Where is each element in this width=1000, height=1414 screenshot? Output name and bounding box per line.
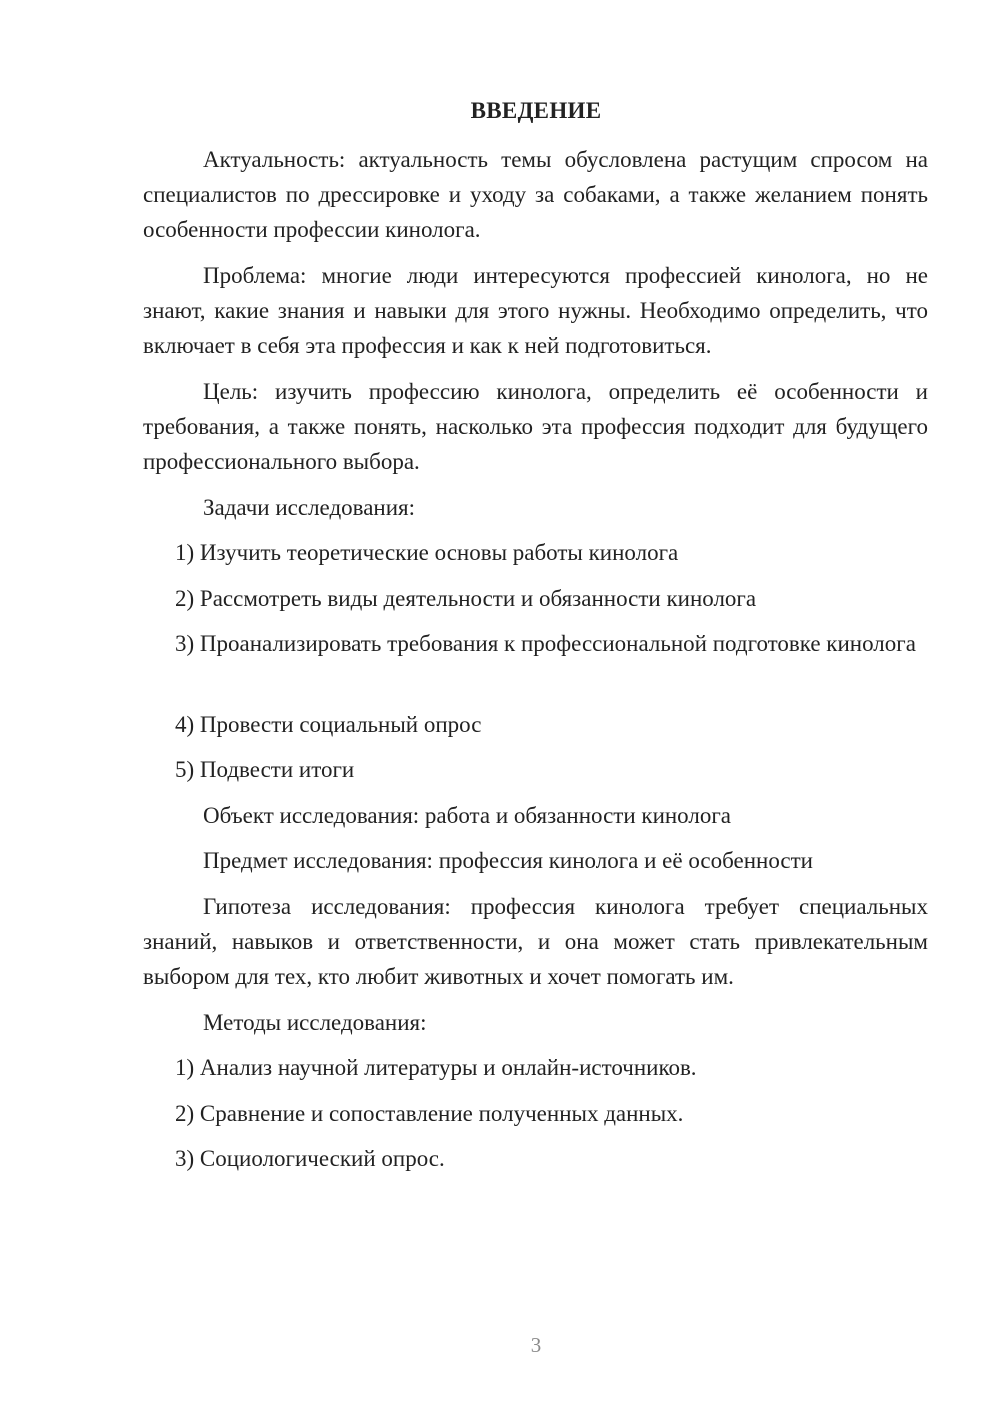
- page-number: 3: [530, 1333, 542, 1357]
- research-subject: Предмет исследования: профессия кинолога и её особенности: [203, 848, 813, 873]
- method-item: 3) Социологический опрос.: [175, 1146, 445, 1171]
- task-item: 3) Проанализировать требования к профессиональной подготовке кинолога: [175, 631, 916, 656]
- tasks-heading: Задачи исследования:: [203, 495, 416, 520]
- relevance-paragraph: Актуальность: актуальность темы обусловлена растущим спросом на специалистов по дрессировке и уходу за собаками, а также желанием понять особенности профессии кинолога.: [143, 147, 928, 242]
- research-object: Объект исследования: работа и обязанности кинолога: [203, 803, 732, 828]
- problem-paragraph: Проблема: многие люди интересуются профессией кинолога, но не знают, какие знания и навыки для этого нужны. Необходимо определить, что включает в себя эта профессия и как к ней подготовиться.: [143, 263, 928, 358]
- task-item: 1) Изучить теоретические основы работы кинолога: [175, 540, 679, 565]
- method-item: 1) Анализ научной литературы и онлайн-источников.: [175, 1055, 697, 1080]
- methods-heading: Методы исследования:: [203, 1010, 427, 1035]
- goal-paragraph: Цель: изучить профессию кинолога, определить её особенности и требования, а также понять, насколько эта профессия подходит для будущего профессионального выбора.: [143, 379, 928, 474]
- section-title: ВВЕДЕНИЕ: [470, 98, 602, 123]
- task-item: 2) Рассмотреть виды деятельности и обязанности кинолога: [175, 586, 757, 611]
- task-item: 4) Провести социальный опрос: [175, 712, 482, 737]
- task-item: 5) Подвести итоги: [175, 757, 355, 782]
- method-item: 2) Сравнение и сопоставление полученных данных.: [175, 1101, 684, 1126]
- hypothesis-paragraph: Гипотеза исследования: профессия кинолога требует специальных знаний, навыков и ответственности, и она может стать привлекательным выбором для тех, кто любит животных и хочет помогать им.: [143, 894, 928, 989]
